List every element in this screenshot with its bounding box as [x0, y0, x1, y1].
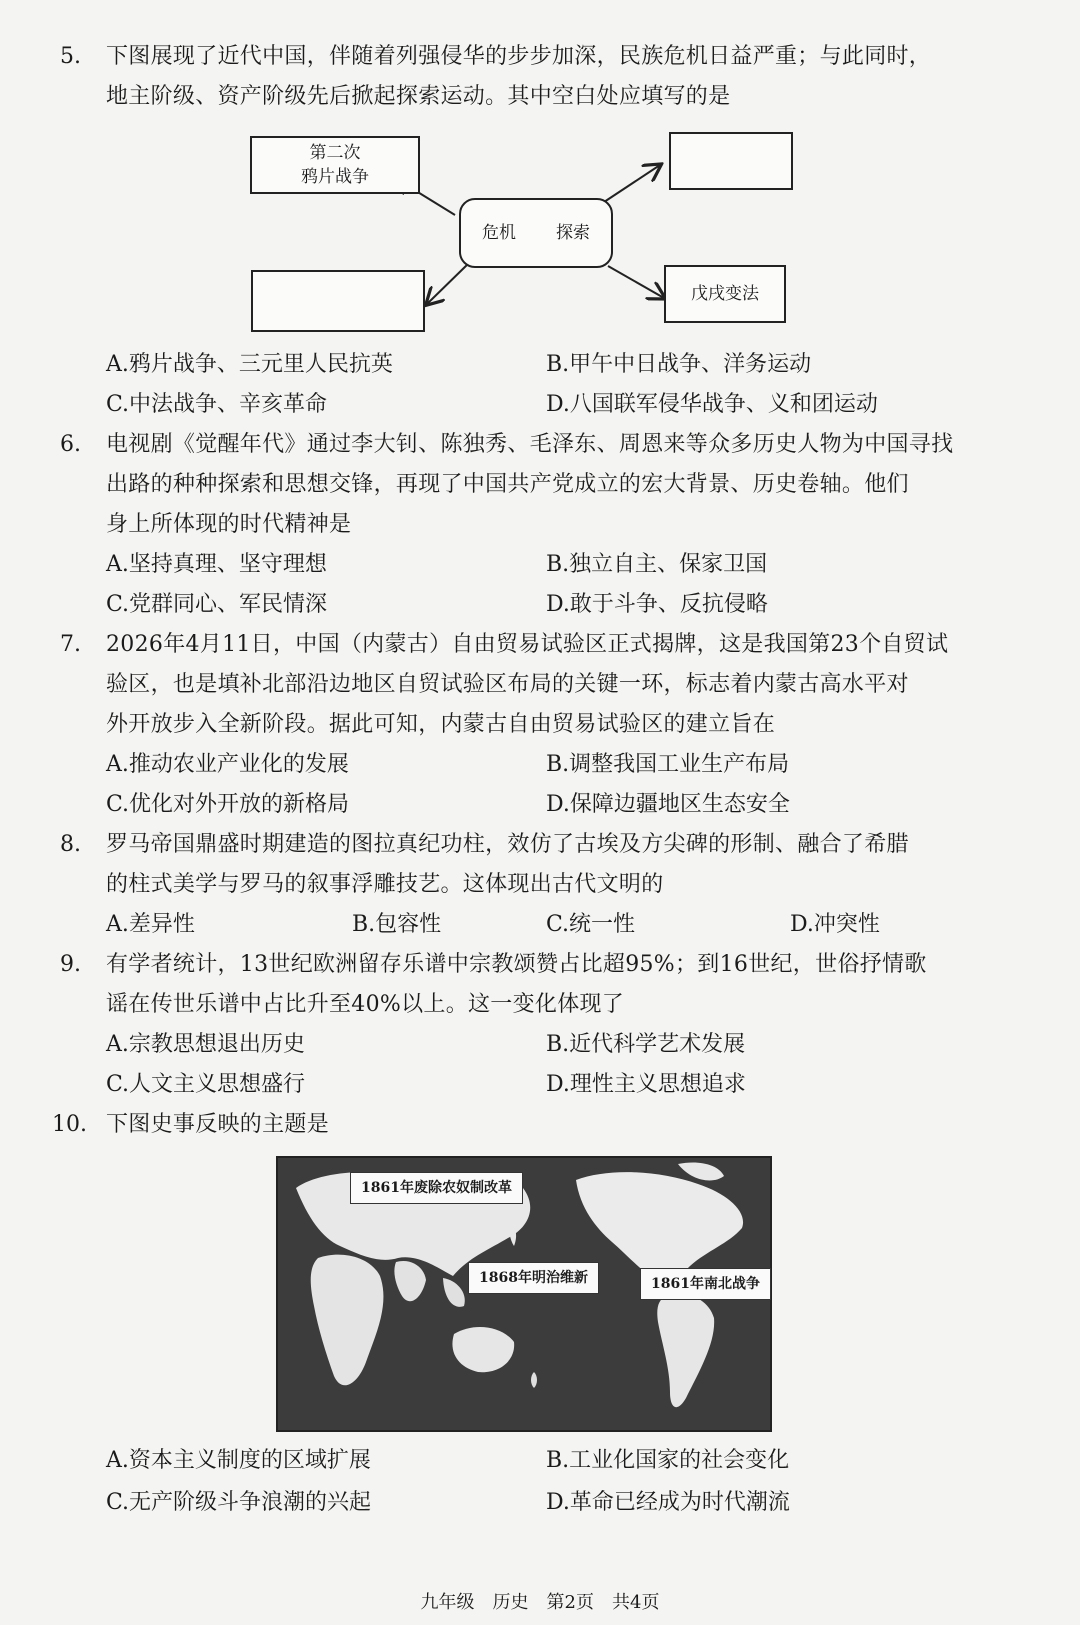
q9-number: 9.: [60, 952, 81, 977]
q10-stem-line-1: 下图史事反映的主题是: [106, 1112, 330, 1137]
q9-option-b: B.近代科学艺术发展: [546, 1032, 746, 1057]
q10-option-b: B.工业化国家的社会变化: [546, 1448, 790, 1473]
q5-option-a: A.鸦片战争、三元里人民抗英: [106, 352, 393, 377]
q5-option-c: C.中法战争、辛亥革命: [106, 392, 328, 417]
q8-option-a: A.差异性: [106, 912, 195, 937]
q9-option-d: D.理性主义思想追求: [546, 1072, 746, 1097]
diagram-box-bottom-right: [664, 265, 786, 323]
diagram-top-left-line-1: 第二次: [309, 143, 361, 163]
q9-stem-line-1: 有学者统计，13世纪欧洲留存乐谱中宗教颂赞占比超95%；到16世纪，世俗抒情歌: [106, 952, 927, 977]
q6-option-c: C.党群同心、军民情深: [106, 592, 328, 617]
q6-option-a: A.坚持真理、坚守理想: [106, 552, 327, 577]
q7-option-d: D.保障边疆地区生态安全: [546, 792, 790, 817]
q7-stem-line-1: 2026年4月11日，中国（内蒙古）自由贸易试验区正式揭牌，这是我国第23个自贸试: [106, 632, 949, 657]
diagram-bottom-right-label: 戊戌变法: [691, 284, 759, 304]
q7-stem-line-3: 外开放步入全新阶段。据此可知，内蒙古自由贸易试验区的建立旨在: [106, 712, 776, 737]
q9-option-c: C.人文主义思想盛行: [106, 1072, 306, 1097]
q8-stem-line-2: 的柱式美学与罗马的叙事浮雕技艺。这体现出古代文明的: [106, 872, 664, 897]
q6-stem-line-1: 电视剧《觉醒年代》通过李大钊、陈独秀、毛泽东、周恩来等众多历史人物为中国寻找: [106, 432, 954, 457]
diagram-center-explore: 探索: [556, 223, 590, 243]
diagram-center-crisis: 危机: [482, 223, 516, 243]
world-map: [276, 1156, 772, 1432]
diagram-top-left-line-2: 鸦片战争: [301, 167, 369, 187]
q7-option-c: C.优化对外开放的新格局: [106, 792, 350, 817]
q5-stem-line-1: 下图展现了近代中国，伴随着列强侵华的步步加深，民族危机日益严重；与此同时，: [106, 44, 932, 69]
q6-option-b: B.独立自主、保家卫国: [546, 552, 768, 577]
q6-number: 6.: [60, 432, 81, 457]
q9-option-a: A.宗教思想退出历史: [106, 1032, 305, 1057]
map-label-usa: 1861年南北战争: [640, 1268, 771, 1300]
map-label-japan: 1868年明治维新: [468, 1262, 599, 1294]
q10-number: 10.: [52, 1112, 87, 1137]
q10-option-a: A.资本主义制度的区域扩展: [106, 1448, 371, 1473]
diagram-box-top-right-blank: [669, 132, 793, 190]
arrow-to-bottom-right: [608, 266, 664, 298]
q7-option-b: B.调整我国工业生产布局: [546, 752, 790, 777]
q6-stem-line-2: 出路的种种探索和思想交锋，再现了中国共产党成立的宏大背景、历史卷轴。他们: [106, 472, 909, 497]
q8-stem-line-1: 罗马帝国鼎盛时期建造的图拉真纪功柱，效仿了古埃及方尖碑的形制、融合了希腊: [106, 832, 909, 857]
arrow-to-bottom-left: [427, 262, 470, 304]
q5-option-b: B.甲午中日战争、洋务运动: [546, 352, 812, 377]
page-footer: 九年级 历史 第2页 共4页: [420, 1592, 660, 1613]
diagram-box-bottom-left-blank: [251, 270, 425, 332]
q8-number: 8.: [60, 832, 81, 857]
q8-option-c: C.统一性: [546, 912, 636, 937]
diagram-box-center: [459, 198, 613, 268]
q10-option-c: C.无产阶级斗争浪潮的兴起: [106, 1490, 372, 1515]
q7-stem-line-2: 验区，也是填补北部沿边地区自贸试验区布局的关键一环，标志着内蒙古高水平对: [106, 672, 909, 697]
q10-option-d: D.革命已经成为时代潮流: [546, 1490, 790, 1515]
diagram-box-top-left: [250, 136, 420, 194]
q8-option-b: B.包容性: [352, 912, 442, 937]
q6-stem-line-3: 身上所体现的时代精神是: [106, 512, 352, 537]
q6-option-d: D.敢于斗争、反抗侵略: [546, 592, 768, 617]
q5-number: 5.: [60, 44, 81, 69]
q7-option-a: A.推动农业产业化的发展: [106, 752, 349, 777]
q5-option-d: D.八国联军侵华战争、义和团运动: [546, 392, 878, 417]
q5-stem-line-2: 地主阶级、资产阶级先后掀起探索运动。其中空白处应填写的是: [106, 84, 731, 109]
q7-number: 7.: [60, 632, 81, 657]
map-label-russia: 1861年废除农奴制改革: [350, 1172, 523, 1204]
q9-stem-line-2: 谣在传世乐谱中占比升至40%以上。这一变化体现了: [106, 992, 625, 1017]
q8-option-d: D.冲突性: [790, 912, 880, 937]
